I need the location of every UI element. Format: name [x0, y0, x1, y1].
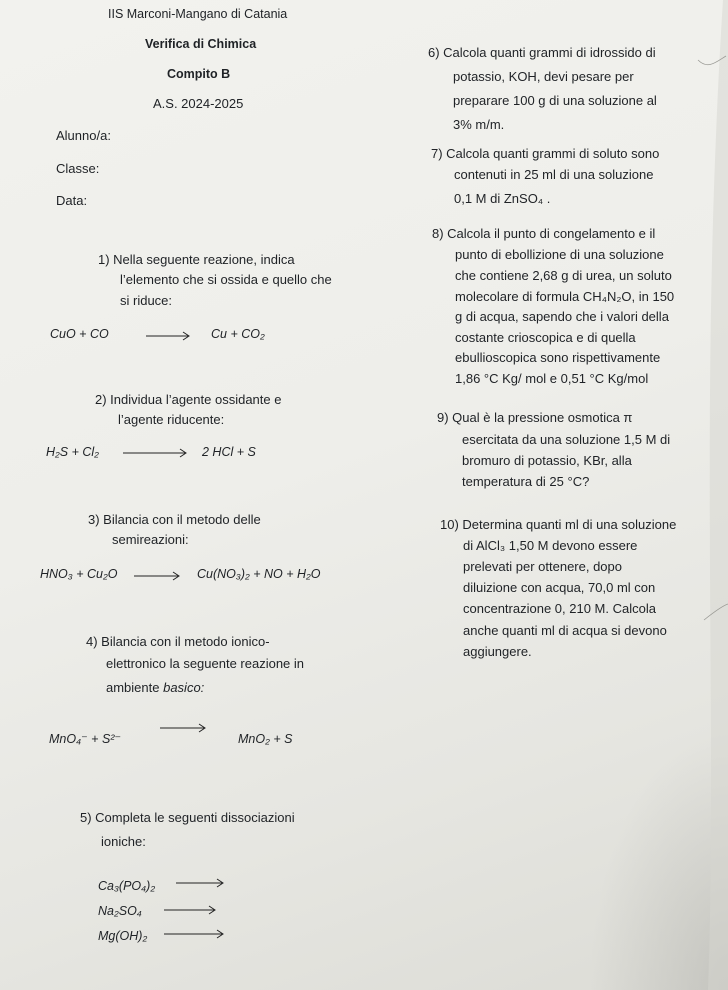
q1-line-2: l’elemento che si ossida e quello che	[120, 272, 332, 287]
q9-line-2: esercitata da una soluzione 1,5 M di	[462, 432, 671, 447]
school-name: IIS Marconi-Mangano di Catania	[108, 7, 288, 21]
q6-line-1: 6) Calcola quanti grammi di idrossido di	[428, 45, 656, 60]
test-title: Verifica di Chimica	[145, 37, 257, 51]
q2-reaction-arrow	[123, 447, 189, 459]
q2-line-2: l’agente riducente:	[118, 412, 225, 427]
q7-line-1: 7) Calcola quanti grammi di soluto sono	[431, 146, 660, 161]
q4-reactants: MnO₄⁻ + S²⁻	[49, 732, 122, 746]
q5-formula-2: Na₂SO₄	[98, 904, 142, 918]
q1-products: Cu + CO₂	[211, 327, 265, 341]
q2-line-1: 2) Individua l’agente ossidante e	[95, 392, 282, 407]
q9-line-3: bromuro di potassio, KBr, alla	[462, 453, 632, 468]
q3-products: Cu(NO₃)₂ + NO + H₂O	[197, 567, 321, 581]
q1-reactants: CuO + CO	[50, 327, 109, 341]
q9-line-1: 9) Qual è la pressione osmotica π	[437, 410, 633, 425]
q8-line-6: costante crioscopica e di quella	[455, 330, 636, 345]
q10-line-2: di AlCl₃ 1,50 M devono essere	[463, 538, 638, 553]
q2-products: 2 HCl + S	[202, 445, 256, 459]
q8-line-2: punto di ebollizione di una soluzione	[455, 247, 664, 262]
q8-line-5: g di acqua, sapendo che i valori della	[455, 309, 669, 324]
q10-line-7: aggiungere.	[463, 644, 532, 659]
q5-formula-1: Ca₃(PO₄)₂	[98, 879, 156, 893]
q5-line-2: ioniche:	[101, 834, 146, 849]
school-year: A.S. 2024-2025	[153, 96, 244, 111]
q5-arrow-1	[176, 877, 226, 889]
test-version: Compito B	[167, 67, 231, 81]
q7-line-2: contenuti in 25 ml di una soluzione	[454, 167, 654, 182]
q4-line-3	[106, 680, 204, 696]
q5-arrow-2	[164, 904, 218, 916]
date-label: Data:	[56, 193, 88, 208]
student-name-label: Alunno/a:	[56, 128, 111, 143]
q8-line-8: 1,86 °C Kg/ mol e 0,51 °C Kg/mol	[455, 371, 649, 386]
q8-line-1: 8) Calcola il punto di congelamento e il	[432, 226, 656, 241]
q5-arrow-3	[164, 928, 226, 940]
q5-line-1: 5) Completa le seguenti dissociazioni	[80, 810, 295, 825]
q2-reactants: H₂S + Cl₂	[46, 445, 99, 459]
q4-line-2: elettronico la seguente reazione in	[106, 656, 305, 671]
q1-line-1: 1) Nella seguente reazione, indica	[98, 252, 295, 267]
q3-line-1: 3) Bilancia con il metodo delle	[88, 512, 261, 527]
q1-line-3: si riduce:	[120, 293, 173, 308]
class-label: Classe:	[56, 161, 100, 176]
q10-line-1: 10) Determina quanti ml di una soluzione	[440, 517, 677, 532]
q10-line-5: concentrazione 0, 210 M. Calcola	[463, 601, 656, 616]
q4-reaction-arrow	[160, 722, 208, 734]
q7-line-3: 0,1 M di ZnSO₄ .	[454, 191, 551, 206]
q9-line-4: temperatura di 25 °C?	[462, 474, 590, 489]
q10-line-4: diluizione con acqua, 70,0 ml con	[463, 580, 656, 595]
q1-reaction-arrow	[146, 330, 192, 342]
q5-formula-3: Mg(OH)₂	[98, 929, 148, 943]
q3-reaction-arrow	[134, 570, 182, 582]
q6-line-3: preparare 100 g di una soluzione al	[453, 93, 657, 108]
q8-line-3: che contiene 2,68 g di urea, un soluto	[455, 268, 672, 283]
q10-line-3: prelevati per ottenere, dopo	[463, 559, 622, 574]
q4-line-1: 4) Bilancia con il metodo ionico-	[86, 634, 270, 649]
q6-line-2: potassio, KOH, devi pesare per	[453, 69, 634, 84]
q4-line-3-italic: basico:	[163, 680, 205, 695]
q4-line-3-text: ambiente	[106, 680, 164, 695]
q3-line-2: semireazioni:	[112, 532, 189, 547]
q10-line-6: anche quanti ml di acqua si devono	[463, 623, 667, 638]
q4-products: MnO₂ + S	[238, 732, 293, 746]
q8-line-4: molecolare di formula CH₄N₂O, in 150	[455, 289, 675, 304]
q6-line-4: 3% m/m.	[453, 117, 505, 132]
q3-reactants: HNO₃ + Cu₂O	[40, 567, 118, 581]
q8-line-7: ebullioscopica sono rispettivamente	[455, 350, 661, 365]
